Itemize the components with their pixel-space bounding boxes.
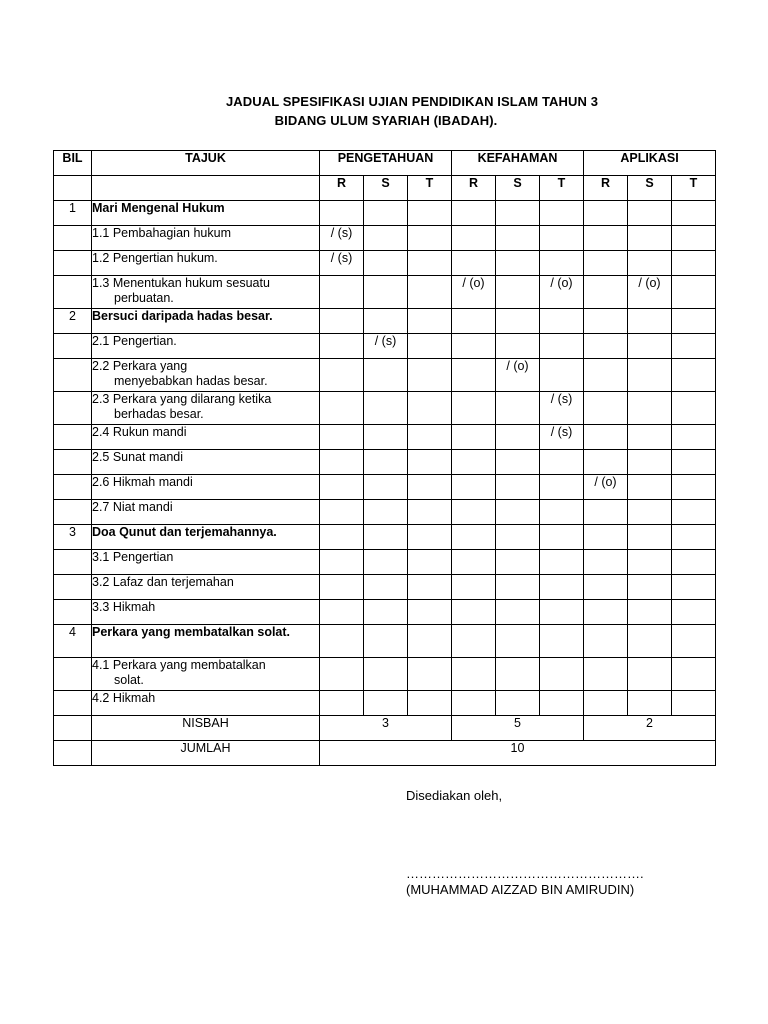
mark-cell [584,691,628,716]
mark-cell [452,658,496,691]
row-topic-text: 1.3 Menentukan hukum sesuatu [92,276,270,290]
mark-cell [496,575,540,600]
mark-cell [364,450,408,475]
header-bil: BIL [54,151,92,176]
mark-cell [320,425,364,450]
document-subtitle: BIDANG ULUM SYARIAH (IBADAH). [274,113,498,128]
mark-cell [408,334,452,359]
jumlah-label: JUMLAH [92,741,320,766]
signature-line: ………………………………………………. [406,866,644,881]
row-bil [54,575,92,600]
table-row [54,201,716,226]
mark-cell [584,201,628,226]
mark-cell [364,658,408,691]
mark-cell [584,450,628,475]
table-row [54,658,716,691]
specification-body [54,201,716,716]
mark-cell [364,392,408,425]
mark-cell [540,658,584,691]
row-bil: 2 [54,309,92,334]
jumlah-row [54,741,716,766]
mark-cell [364,226,408,251]
subheader-row [54,176,716,201]
mark-cell [408,226,452,251]
mark-cell [672,251,716,276]
row-topic-text: 2.6 Hikmah mandi [92,475,193,489]
mark-cell [496,691,540,716]
row-bil: 1 [54,201,92,226]
prepared-by-label: Disediakan oleh, [406,788,503,803]
row-topic-text: 3.2 Lafaz dan terjemahan [92,575,234,589]
row-topic [92,625,320,658]
row-bil [54,251,92,276]
mark-cell [584,276,628,309]
mark-cell [408,691,452,716]
mark-cell [408,359,452,392]
row-bil [54,450,92,475]
mark-cell [540,251,584,276]
mark-cell [540,600,584,625]
mark-cell [320,658,364,691]
row-bil [54,359,92,392]
mark-cell [672,226,716,251]
row-bil [54,658,92,691]
preparer-name: (MUHAMMAD AIZZAD BIN AMIRUDIN) [406,882,635,897]
row-bil [54,691,92,716]
mark-cell: / (s) [540,425,584,450]
mark-cell [496,251,540,276]
mark-cell [628,425,672,450]
mark-cell [408,575,452,600]
row-topic-text: 4.2 Hikmah [92,691,156,705]
mark-cell [628,201,672,226]
mark-cell [672,309,716,334]
table-row [54,550,716,575]
mark-cell [496,475,540,500]
mark-cell [452,450,496,475]
mark-cell: / (o) [628,276,672,309]
row-topic-continuation: menyebabkan hadas besar. [114,374,268,388]
subheader-r-1: R [320,176,364,201]
mark-cell [496,500,540,525]
row-bil [54,500,92,525]
subheader-r-2: R [452,176,496,201]
mark-cell [628,475,672,500]
mark-cell [496,425,540,450]
mark-cell [452,625,496,658]
mark-cell [364,500,408,525]
row-topic [92,575,320,600]
row-topic [92,359,320,392]
row-topic-continuation: solat. [114,673,144,687]
row-topic-text: Perkara yang membatalkan solat. [92,625,291,639]
mark-cell [496,600,540,625]
mark-cell [584,392,628,425]
nisbah-pengetahuan: 3 [320,716,452,741]
row-topic-text: 2.2 Perkara yang [92,359,188,373]
mark-cell [452,550,496,575]
header-pengetahuan: PENGETAHUAN [320,151,452,176]
mark-cell [408,625,452,658]
row-topic [92,392,320,425]
mark-cell [628,525,672,550]
mark-cell [452,359,496,392]
mark-cell [320,575,364,600]
row-bil [54,334,92,359]
nisbah-row [54,716,716,741]
mark-cell [672,425,716,450]
mark-cell [584,500,628,525]
mark-cell [628,550,672,575]
mark-cell [540,359,584,392]
mark-cell [408,392,452,425]
mark-cell [584,600,628,625]
mark-cell [364,575,408,600]
row-topic-text: 3.3 Hikmah [92,600,156,614]
row-topic-continuation: perbuatan. [114,291,174,305]
mark-cell [540,201,584,226]
row-topic [92,425,320,450]
mark-cell [628,251,672,276]
mark-cell [320,392,364,425]
mark-cell [408,450,452,475]
subheader-s-2: S [496,176,540,201]
row-topic-text: Doa Qunut dan terjemahannya. [92,525,277,539]
mark-cell [452,575,496,600]
mark-cell [628,691,672,716]
mark-cell [364,625,408,658]
row-bil [54,226,92,251]
mark-cell [584,359,628,392]
mark-cell [672,691,716,716]
mark-cell [452,201,496,226]
table-row [54,600,716,625]
mark-cell [320,600,364,625]
mark-cell [320,691,364,716]
mark-cell [496,658,540,691]
header-kefahaman: KEFAHAMAN [452,151,584,176]
mark-cell [672,525,716,550]
mark-cell [364,691,408,716]
specification-table [53,150,716,766]
mark-cell [628,392,672,425]
table-row [54,392,716,425]
mark-cell [496,625,540,658]
mark-cell [320,276,364,309]
mark-cell [408,425,452,450]
mark-cell [364,525,408,550]
mark-cell [672,201,716,226]
table-row [54,525,716,550]
mark-cell [320,525,364,550]
row-bil [54,425,92,450]
mark-cell: / (s) [364,334,408,359]
row-topic [92,251,320,276]
mark-cell [540,500,584,525]
mark-cell [672,276,716,309]
mark-cell [584,226,628,251]
row-bil: 4 [54,625,92,658]
nisbah-aplikasi: 2 [584,716,716,741]
row-topic [92,309,320,334]
mark-cell [452,525,496,550]
row-topic-text: 4.1 Perkara yang membatalkan [92,658,266,672]
mark-cell [672,475,716,500]
table-row [54,226,716,251]
table-row [54,475,716,500]
mark-cell [496,309,540,334]
mark-cell [628,359,672,392]
mark-cell [584,251,628,276]
row-topic-text: 1.2 Pengertian hukum. [92,251,218,265]
mark-cell [408,600,452,625]
mark-cell [452,392,496,425]
mark-cell [496,525,540,550]
document-title: JADUAL SPESIFIKASI UJIAN PENDIDIKAN ISLAM TAHUN 3 [225,94,599,109]
table-row [54,276,716,309]
mark-cell [408,276,452,309]
mark-cell [496,226,540,251]
mark-cell [496,392,540,425]
mark-cell [628,500,672,525]
nisbah-empty [54,716,92,741]
table-row [54,251,716,276]
mark-cell [320,309,364,334]
table-row [54,359,716,392]
mark-cell [628,658,672,691]
row-topic [92,475,320,500]
mark-cell [496,201,540,226]
row-topic [92,550,320,575]
mark-cell [364,201,408,226]
mark-cell [540,575,584,600]
row-topic-text: 2.3 Perkara yang dilarang ketika [92,392,272,406]
row-bil [54,276,92,309]
mark-cell [320,550,364,575]
header-tajuk: TAJUK [92,151,320,176]
table-row [54,691,716,716]
nisbah-kefahaman: 5 [452,716,584,741]
row-topic [92,691,320,716]
mark-cell [452,309,496,334]
mark-cell [628,450,672,475]
mark-cell: / (o) [584,475,628,500]
mark-cell [540,550,584,575]
mark-cell [452,425,496,450]
mark-cell [364,475,408,500]
subheader-t-3: T [672,176,716,201]
mark-cell [672,500,716,525]
mark-cell [540,450,584,475]
mark-cell [628,600,672,625]
mark-cell [672,450,716,475]
mark-cell [364,550,408,575]
subheader-s-1: S [364,176,408,201]
mark-cell [320,201,364,226]
mark-cell [496,334,540,359]
table-row [54,425,716,450]
row-topic-text: 2.1 Pengertian. [92,334,177,348]
mark-cell: / (o) [452,276,496,309]
mark-cell [496,450,540,475]
mark-cell [672,334,716,359]
mark-cell [672,625,716,658]
mark-cell [452,251,496,276]
mark-cell [408,201,452,226]
nisbah-label: NISBAH [92,716,320,741]
mark-cell [584,425,628,450]
jumlah-empty [54,741,92,766]
mark-cell [364,359,408,392]
mark-cell [584,625,628,658]
mark-cell [540,309,584,334]
mark-cell [540,475,584,500]
mark-cell: / (o) [540,276,584,309]
mark-cell [408,525,452,550]
mark-cell [452,691,496,716]
mark-cell [540,691,584,716]
mark-cell [320,450,364,475]
mark-cell [672,550,716,575]
mark-cell [408,500,452,525]
mark-cell [628,309,672,334]
row-topic [92,226,320,251]
row-bil [54,392,92,425]
mark-cell [320,475,364,500]
row-topic [92,450,320,475]
row-topic [92,658,320,691]
row-bil: 3 [54,525,92,550]
mark-cell [496,550,540,575]
row-topic [92,500,320,525]
mark-cell [672,575,716,600]
subheader-t-1: T [408,176,452,201]
row-topic [92,276,320,309]
subheader-s-3: S [628,176,672,201]
mark-cell [320,500,364,525]
row-topic-text: 2.7 Niat mandi [92,500,173,514]
mark-cell [672,600,716,625]
mark-cell [452,600,496,625]
table-row [54,334,716,359]
mark-cell [628,575,672,600]
mark-cell [364,425,408,450]
mark-cell [584,575,628,600]
mark-cell [540,525,584,550]
mark-cell [628,334,672,359]
jumlah-value: 10 [320,741,716,766]
mark-cell [540,625,584,658]
mark-cell [452,500,496,525]
mark-cell [584,309,628,334]
mark-cell [364,309,408,334]
mark-cell [672,658,716,691]
mark-cell [584,525,628,550]
mark-cell [672,392,716,425]
mark-cell: / (s) [540,392,584,425]
row-topic [92,334,320,359]
mark-cell [452,226,496,251]
mark-cell [496,276,540,309]
row-topic [92,600,320,625]
table-row [54,500,716,525]
subheader-empty-tajuk [92,176,320,201]
table-row [54,309,716,334]
mark-cell [628,226,672,251]
header-aplikasi: APLIKASI [584,151,716,176]
mark-cell [320,334,364,359]
row-topic-text: Mari Mengenal Hukum [92,201,225,215]
mark-cell [364,276,408,309]
row-topic-text: 1.1 Pembahagian hukum [92,226,231,240]
mark-cell [320,359,364,392]
mark-cell [540,334,584,359]
mark-cell [364,251,408,276]
mark-cell [408,309,452,334]
mark-cell [320,625,364,658]
row-topic-continuation: berhadas besar. [114,407,204,421]
mark-cell: / (o) [496,359,540,392]
mark-cell [452,334,496,359]
mark-cell [584,334,628,359]
mark-cell [452,475,496,500]
mark-cell [584,658,628,691]
mark-cell [364,600,408,625]
mark-cell [584,550,628,575]
row-bil [54,475,92,500]
mark-cell [408,658,452,691]
subheader-t-2: T [540,176,584,201]
table-row [54,575,716,600]
row-topic-text: 3.1 Pengertian [92,550,174,564]
row-topic-text: 2.4 Rukun mandi [92,425,187,439]
table-row [54,450,716,475]
mark-cell: / (s) [320,251,364,276]
subheader-r-3: R [584,176,628,201]
mark-cell [540,226,584,251]
row-bil [54,550,92,575]
row-bil [54,600,92,625]
row-topic [92,525,320,550]
table-row [54,625,716,658]
mark-cell [628,625,672,658]
mark-cell [672,359,716,392]
mark-cell [408,550,452,575]
mark-cell: / (s) [320,226,364,251]
subheader-empty-bil [54,176,92,201]
row-topic [92,201,320,226]
mark-cell [408,251,452,276]
mark-cell [408,475,452,500]
row-topic-text: Bersuci daripada hadas besar. [92,309,273,323]
row-topic-text: 2.5 Sunat mandi [92,450,184,464]
